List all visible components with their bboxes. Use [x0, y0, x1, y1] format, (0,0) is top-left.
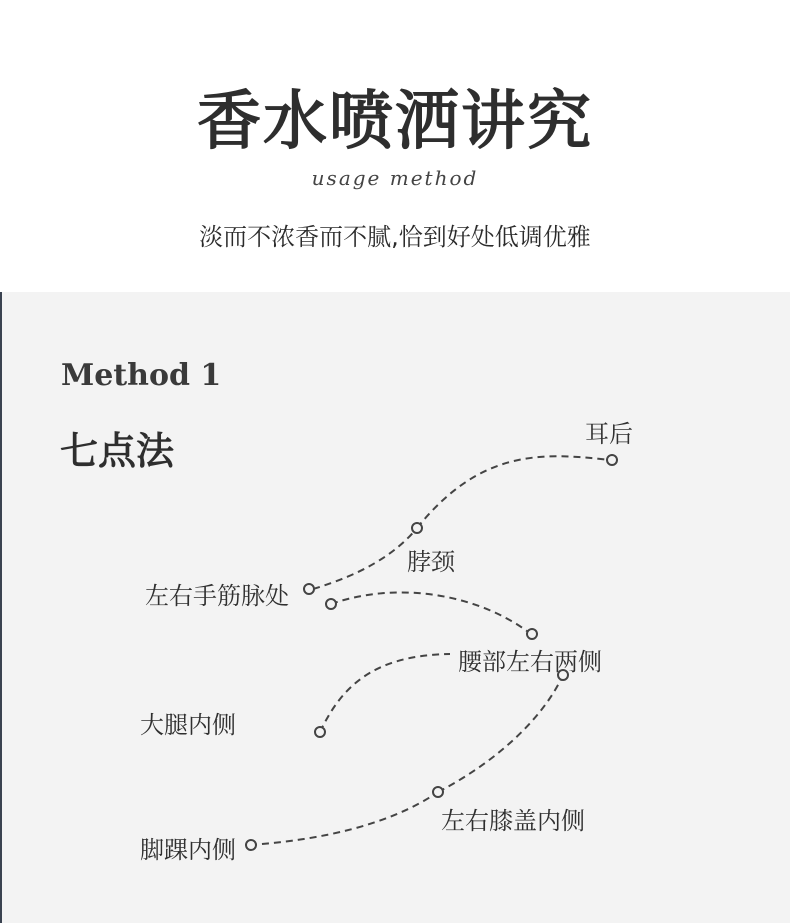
label-ear: 耳后: [585, 420, 633, 448]
leader-line-wrist-waist: [331, 592, 531, 634]
marker-ankle: [246, 840, 256, 850]
english-subtitle: usage method: [311, 166, 479, 190]
marker-ear: [607, 455, 617, 465]
tagline: 淡而不浓香而不腻,恰到好处低调优雅: [199, 223, 591, 251]
leader-line-wrist-neck: [313, 528, 417, 589]
marker-wrist-a: [304, 584, 314, 594]
leader-line-knee-waist: [438, 675, 563, 792]
page-title: 香水喷洒讲究: [197, 85, 593, 159]
label-neck: 脖颈: [407, 548, 455, 576]
leader-line-ankle-knee: [250, 792, 438, 845]
marker-waist-a: [527, 629, 537, 639]
label-wrist: 左右手筋脉处: [145, 582, 289, 610]
method-name: 七点法: [60, 429, 175, 473]
label-thigh: 大腿内侧: [140, 711, 236, 739]
marker-knee: [433, 787, 443, 797]
label-knee: 左右膝盖内侧: [441, 807, 585, 835]
marker-wrist-b: [326, 599, 336, 609]
leader-line-thigh-waist: [320, 654, 450, 732]
method-label: Method 1: [61, 358, 222, 393]
label-waist: 腰部左右两侧: [458, 648, 602, 676]
marker-thigh: [315, 727, 325, 737]
marker-neck: [412, 523, 422, 533]
leader-line-neck-ear: [417, 456, 610, 528]
label-ankle: 脚踝内侧: [140, 836, 236, 864]
